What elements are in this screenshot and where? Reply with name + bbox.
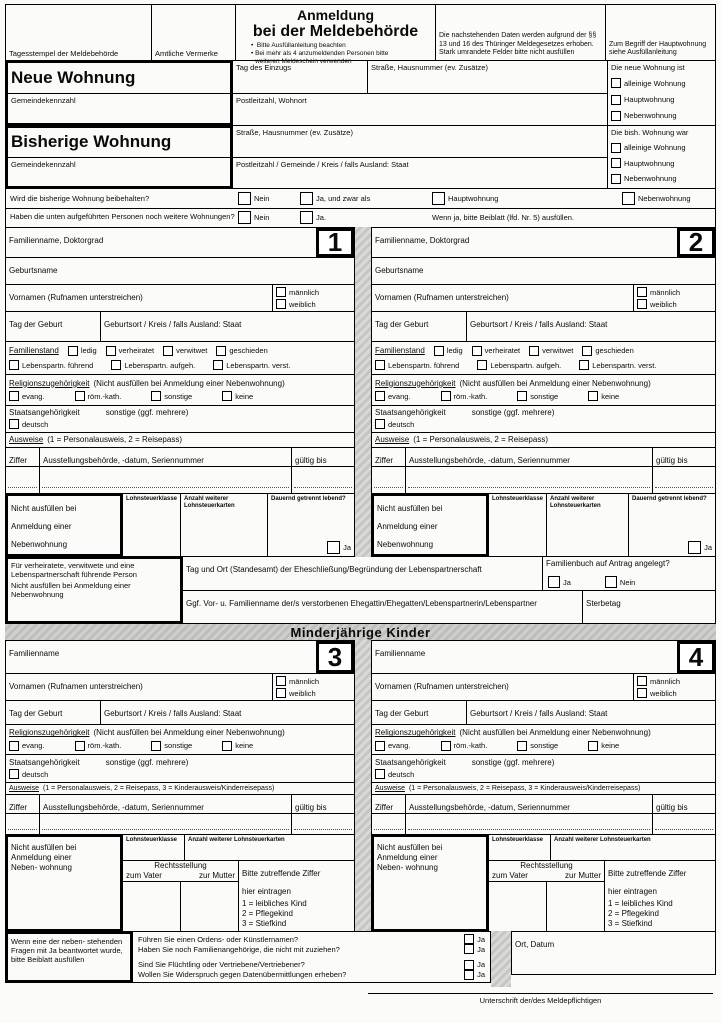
ausweise-entry-row[interactable]	[372, 467, 715, 494]
deutsch-checkbox[interactable]	[375, 769, 385, 779]
verheiratete-section	[5, 556, 716, 624]
hauptwohnung-note: Zum Begriff der Hauptwohnung siehe Ausfüllanleitung	[609, 40, 707, 57]
ausweise-note: (1 = Personalausweis, 2 = Reisepass)	[47, 435, 182, 444]
neue-status-label: Die neue Wohnung ist	[611, 63, 685, 72]
kind-vornamen-field[interactable]: Vornamen (Rufnamen unterstreichen)	[375, 682, 509, 691]
evang-checkbox[interactable]	[9, 741, 19, 751]
person-1-column	[5, 227, 355, 557]
lebenspartn-verst-checkbox[interactable]	[579, 360, 589, 370]
ziffer-hint-block: Bitte zutreffende Ziffer hier eintragen 1 = leibliches Kind 2 = Pflegekind 3 = Stiefkind	[242, 869, 321, 928]
einzugstag-field[interactable]	[233, 61, 368, 93]
familienbuch-nein-checkbox[interactable]	[605, 576, 617, 588]
frage-kuenstlername-row: Führen Sie einen Ordens- oder Künstlernamen? Ja	[138, 934, 485, 944]
child-3-column	[5, 640, 355, 932]
neue-wohnung-status-panel	[607, 61, 715, 125]
frage-beibehalten-label: Wird die bisherige Wohnung beibehalten?	[10, 193, 150, 203]
bisher-plz-field[interactable]	[233, 158, 607, 188]
geburtsname-field[interactable]: Geburtsname	[375, 266, 424, 275]
keine-religion-checkbox[interactable]	[222, 741, 232, 751]
ausweise-table-header: Ziffer Ausstellungsbehörde, -datum, Seriennummer gültig bis	[372, 448, 715, 467]
geburtsname-label: Geburtsname	[9, 266, 58, 275]
keine-religion-checkbox[interactable]	[588, 391, 598, 401]
instruction-bullet-1: • Bitte Ausfüllanleitung beachten	[251, 42, 346, 49]
beiblatt-note-box	[5, 931, 133, 983]
lohnsteuerklasse-field[interactable]: Lohnsteuerklasse	[489, 835, 551, 860]
kind-geburtsort-field[interactable]: Geburtsort / Kreis / falls Ausland: Staat	[104, 709, 242, 718]
neue-wohnung-title: Neue Wohnung	[11, 67, 136, 87]
deutsch-checkbox[interactable]	[9, 419, 19, 429]
lebenspartn-aufgeh-checkbox[interactable]	[477, 360, 487, 370]
form-title-line1: Anmeldung	[297, 7, 374, 23]
weitere-nein-label: Nein	[254, 213, 270, 223]
lohnsteuerkarten-field[interactable]: Anzahl weiterer Lohnsteuerkarten	[188, 837, 285, 843]
nicht-ausfuellen-box: Nicht ausfüllen bei Anmeldung einer Nebenwohnung	[371, 493, 489, 557]
behoerde-entry-cell[interactable]	[406, 467, 653, 493]
vornamen-label: Vornamen (Rufnamen unterstreichen)	[9, 293, 143, 303]
ledig-checkbox[interactable]	[68, 346, 78, 356]
bisher-neben-checkbox[interactable]	[611, 174, 621, 184]
legal-note-block	[436, 5, 606, 60]
roem-kath-checkbox[interactable]	[441, 741, 451, 751]
ausweise-label: Ausweise	[9, 435, 44, 444]
ziffer-entry-cell[interactable]	[6, 814, 40, 834]
geburtstag-field[interactable]: Tag der Geburt	[372, 312, 467, 341]
maennlich-checkbox[interactable]	[637, 676, 647, 686]
divider-strip	[355, 640, 371, 932]
roem-kath-checkbox[interactable]	[441, 391, 451, 401]
neue-wohnung-fields	[233, 61, 607, 125]
geburtsort-field[interactable]: Geburtsort / Kreis / falls Ausland: Staat	[470, 320, 608, 330]
verheiratet-checkbox[interactable]	[472, 346, 482, 356]
widerspruch-ja-checkbox[interactable]	[464, 970, 474, 980]
beibehalten-ja-label: Ja, und zwar als	[316, 193, 371, 203]
sonstige-religion-checkbox[interactable]	[151, 741, 161, 751]
alleinige-wohnung-label: alleinige Wohnung	[624, 78, 686, 88]
instruction-bullet-2: • Bei mehr als 4 anzumeldenden Personen bitte weiteren Meldeschein verwenden	[251, 50, 389, 66]
frage-widerspruch-row: Wollen Sie Widerspruch gegen Datenübermittlungen erheben? Ja	[138, 970, 485, 980]
behoerde-entry-cell[interactable]	[406, 814, 653, 834]
lohnsteuerklasse-field[interactable]: Lohnsteuerklasse	[123, 835, 185, 860]
kuenstlername-ja-checkbox[interactable]	[464, 934, 474, 944]
form-title-line2: bei der Meldebehörde	[252, 23, 419, 40]
keine-religion-checkbox[interactable]	[222, 391, 232, 401]
ausweise-entry-row[interactable]	[372, 814, 715, 835]
lebenspartn-verst-checkbox[interactable]	[213, 360, 223, 370]
verwitwet-checkbox[interactable]	[529, 346, 539, 356]
evang-checkbox[interactable]	[375, 741, 385, 751]
gueltig-entry-cell[interactable]	[653, 814, 715, 834]
neue-wohnung-title-cell	[8, 63, 230, 94]
nebenwohnung-label: Nebenwohnung	[624, 111, 677, 121]
weiblich-checkbox[interactable]	[637, 688, 647, 698]
kind-geburtstag-field[interactable]: Tag der Geburt	[6, 701, 101, 724]
religion-note: (Nicht ausfüllen bei Anmeldung einer Nebenwohnung)	[93, 378, 285, 388]
frage-fluechtling-row: Sind Sie Flüchtling oder Vertriebene/Vertriebener? Ja	[138, 960, 485, 970]
behoerde-header: Ausstellungsbehörde, -datum, Seriennummer	[40, 448, 292, 466]
form-header	[5, 4, 716, 66]
kind-steuer-row	[6, 835, 354, 931]
familienname-field[interactable]: Familienname, Doktorgrad	[375, 236, 470, 245]
lebenspartn-fuehrend-checkbox[interactable]	[9, 360, 19, 370]
weiblich-checkbox[interactable]	[276, 688, 286, 698]
nicht-ausfuellen-box: Nicht ausfüllen bei Anmeldung einer Neben- wohnung	[371, 834, 489, 932]
roem-kath-checkbox[interactable]	[75, 741, 85, 751]
bisher-haupt-checkbox[interactable]	[611, 158, 621, 168]
wohnung-fragen-section	[5, 188, 716, 228]
religion-label: Religionszugehörigkeit	[9, 378, 90, 388]
maennlich-checkbox[interactable]	[276, 287, 286, 297]
maennlich-label: männlich	[289, 287, 320, 297]
evang-checkbox[interactable]	[9, 391, 19, 401]
ausweise-header-row: Ausweise (1 = Personalausweis, 2 = Reisepass, 3 = Kinderausweis/Kinderreisepass)	[372, 783, 715, 795]
neue-plz-label: Postleitzahl, Wohnort	[236, 96, 307, 105]
verheiratet-checkbox[interactable]	[106, 346, 116, 356]
official-notes-area	[152, 5, 236, 60]
ausweise-header-row: Ausweise (1 = Personalausweis, 2 = Reisepass, 3 = Kinderausweis/Kinderreisepass)	[6, 783, 354, 795]
legal-note-1: Die nachstehenden Daten werden aufgrund der §§ 13 und 16 des Thüringer Meldegesetzes erhoben.	[439, 31, 597, 48]
hauptwohnung-label: Hauptwohnung	[624, 95, 675, 105]
rechtsstellung-vater-field[interactable]	[123, 882, 181, 931]
deutsch-checkbox[interactable]	[9, 769, 19, 779]
sterbetag-field[interactable]	[583, 591, 715, 623]
person-number-box: 2	[677, 228, 715, 257]
ziffer-entry-cell[interactable]	[372, 467, 406, 493]
frage-weitere-label: Haben die unten aufgeführten Personen noch weitere Wohnungen?	[10, 212, 235, 222]
nebenwohnung-checkbox[interactable]	[611, 111, 621, 121]
rechtsstellung-block: Rechtsstellung zum Vater zur Mutter	[123, 861, 239, 931]
bisherige-wohnung-title: Bisherige Wohnung	[11, 132, 172, 152]
steuer-row	[6, 494, 354, 556]
hauptwohnung-note-block	[606, 5, 715, 60]
bisherige-wohnung-title-cell	[8, 128, 230, 158]
geschlecht-box: männlich weiblich	[272, 674, 354, 700]
person-2-column	[371, 227, 716, 557]
religion-row: Religionszugehörigkeit (Nicht ausfüllen bei Anmeldung einer Nebenwohnung) evang. röm.-kath. sonstige keine	[372, 725, 715, 755]
verheiratete-note-1: Für verheiratete, verwitwete und eine Lebenspartnerschaft führende Person	[11, 561, 137, 579]
signature-line[interactable]	[368, 993, 713, 994]
ausweise-table-header	[6, 448, 354, 467]
evang-checkbox[interactable]	[375, 391, 385, 401]
sterbetag-label: Sterbetag	[586, 599, 621, 608]
neue-alleinige-checkbox-row	[611, 78, 712, 88]
geburtstag-label: Tag der Geburt	[9, 320, 63, 330]
staat-label: Staatsangehörigkeit	[9, 408, 80, 418]
lohnsteuerkarten-field[interactable]: Anzahl weiterer Lohnsteuerkarten	[547, 494, 629, 556]
maennlich-checkbox[interactable]	[276, 676, 286, 686]
bisher-neben-label: Nebenwohnung	[624, 174, 677, 184]
bisherige-wohnung-box	[5, 125, 233, 189]
familienbuch-label: Familienbuch auf Antrag angelegt?	[546, 559, 670, 568]
rechtsstellung-vater-field[interactable]	[489, 882, 547, 931]
hauptwohnung-checkbox[interactable]	[611, 95, 621, 105]
verheiratete-note-box	[5, 556, 183, 624]
gemeindekennzahl-field[interactable]	[8, 94, 230, 124]
beibehalten-haupt-label: Hauptwohnung	[448, 193, 499, 203]
geschlecht-box: männlich weiblich	[633, 674, 715, 700]
nicht-ausfuellen-box: Nicht ausfüllen bei Anmeldung einer Nebenwohnung	[5, 493, 123, 557]
staat-sonstige-label: sonstige (ggf. mehrere)	[105, 408, 189, 418]
gueltig-entry-cell[interactable]	[292, 814, 354, 834]
beibehalten-haupt-checkbox[interactable]	[432, 192, 445, 205]
kind-familienname-field[interactable]: Familienname	[375, 649, 426, 658]
geburtsname-field[interactable]	[6, 258, 354, 284]
staatsangehoerigkeit-row	[6, 406, 354, 434]
religion-row: Religionszugehörigkeit (Nicht ausfüllen bei Anmeldung einer Nebenwohnung) evang. röm.-kath. sonstige keine	[6, 375, 354, 405]
religion-row: Religionszugehörigkeit (Nicht ausfüllen bei Anmeldung einer Nebenwohnung) evang. röm.-kath. sonstige keine	[6, 725, 354, 755]
familienstand-row: Familienstand ledig verheiratet verwitwet geschieden Lebenspartn. führend Lebenspartn. aufgeh. Lebenspartn. verst.	[372, 342, 715, 376]
nicht-ausfuellen-box: Nicht ausfüllen bei Anmeldung einer Neben- wohnung	[5, 834, 123, 932]
official-notes-label: Amtliche Vermerke	[155, 49, 218, 58]
kind-vornamen-field[interactable]: Vornamen (Rufnamen unterstreichen)	[9, 682, 143, 691]
familienangehoerige-ja-checkbox[interactable]	[464, 944, 474, 954]
ledig-checkbox[interactable]	[434, 346, 444, 356]
geschieden-checkbox[interactable]	[582, 346, 592, 356]
gemeindekennzahl-label: Gemeindekennzahl	[11, 95, 76, 105]
familienname-field[interactable]	[6, 228, 316, 257]
keine-religion-checkbox[interactable]	[588, 741, 598, 751]
ausweise-table-header: Ziffer Ausstellungsbehörde, -datum, Seriennummer gültig bis	[6, 795, 354, 814]
alleinige-wohnung-checkbox[interactable]	[611, 78, 621, 88]
bisher-gemeindekennzahl-field[interactable]	[8, 158, 230, 187]
weitere-ja-label: Ja.	[316, 213, 327, 223]
religion-row: Religionszugehörigkeit (Nicht ausfüllen bei Anmeldung einer Nebenwohnung) evang. röm.-kath. sonstige keine	[372, 375, 715, 405]
ausweise-table-header: Ziffer Ausstellungsbehörde, -datum, Seriennummer gültig bis	[372, 795, 715, 814]
behoerde-entry-cell[interactable]	[40, 814, 292, 834]
kinder-title-band	[5, 623, 716, 641]
neue-haupt-checkbox-row	[611, 95, 712, 105]
zusatzfragen-box	[133, 931, 491, 983]
children-area	[5, 640, 716, 932]
geburtsort-label: Geburtsort / Kreis / falls Ausland: Staat	[104, 320, 242, 330]
maennlich-checkbox[interactable]	[637, 287, 647, 297]
familienbuch-field: Familienbuch auf Antrag angelegt? Ja Nein	[543, 557, 715, 590]
bisher-plz-label: Postleitzahl / Gemeinde / Kreis / falls Ausland: Staat	[236, 160, 409, 169]
geschlecht-box: männlich weiblich	[633, 285, 715, 311]
sonstige-religion-checkbox[interactable]	[151, 391, 161, 401]
bisher-alleinige-label: alleinige Wohnung	[624, 143, 686, 153]
frage-familienangehoerige-row: Haben Sie noch Familienangehörige, die nicht mit zuziehen? Ja	[138, 944, 485, 954]
neue-strasse-label: Straße, Hausnummer (ev. Zusätze)	[371, 63, 488, 72]
ziffer-entry-cell[interactable]	[372, 814, 406, 834]
fluechtling-ja-checkbox[interactable]	[464, 960, 474, 970]
verstorbene-field[interactable]	[183, 591, 583, 623]
rechtsstellung-mutter-field[interactable]	[181, 882, 238, 931]
neue-strasse-field[interactable]	[368, 61, 607, 93]
lohnsteuerkarten-field[interactable]: Anzahl weiterer Lohnsteuerkarten	[181, 494, 268, 556]
stamp-area	[6, 5, 152, 60]
ausweise-header-row: Ausweise (1 = Personalausweis, 2 = Reisepass)	[372, 433, 715, 448]
sonstige-religion-checkbox[interactable]	[517, 391, 527, 401]
bisher-alleinige-checkbox[interactable]	[611, 143, 621, 153]
zum-vater-label: zum Vater	[126, 871, 162, 880]
neue-neben-checkbox-row	[611, 111, 712, 121]
einzugstag-label: Tag des Einzugs	[236, 63, 292, 72]
beibehalten-nein-checkbox[interactable]	[238, 192, 251, 205]
ausweise-entry-row[interactable]	[6, 467, 354, 494]
bisher-status-label: Die bish. Wohnung war	[611, 128, 689, 137]
geburtsort-field[interactable]	[101, 312, 354, 341]
geschlecht-box	[272, 285, 354, 311]
ziffer-hint-block: Bitte zutreffende Ziffer hier eintragen 1 = leibliches Kind 2 = Pflegekind 3 = Stiefkind	[608, 869, 687, 928]
rechtsstellung-block: Rechtsstellung zum Vater zur Mutter	[489, 861, 605, 931]
beibehalten-ja-checkbox[interactable]	[300, 192, 313, 205]
weiblich-label: weiblich	[289, 299, 316, 309]
kind-geburtsort-field[interactable]: Geburtsort / Kreis / falls Ausland: Staat	[470, 709, 608, 718]
ausweise-entry-row[interactable]	[6, 814, 354, 835]
bisher-strasse-label: Straße, Hausnummer (ev. Zusätze)	[236, 128, 353, 137]
familienbuch-ja-checkbox[interactable]	[548, 576, 560, 588]
rechtsstellung-mutter-field[interactable]	[547, 882, 604, 931]
beiblatt-note: Wenn eine der neben- stehenden Fragen mit Ja beantwortet wurde, bitte Beiblatt ausfüllen	[11, 937, 123, 964]
verstorbene-label: Ggf. Vor- u. Familienname der/s verstorbenen Ehegattin/Ehegatten/Lebenspartnerin/Lebenspartner	[186, 599, 537, 608]
bottom-section	[5, 931, 716, 983]
eheschliessung-label: Tag und Ort (Standesamt) der Eheschließung/Begründung der Lebenspartnerschaft	[186, 565, 482, 574]
vornamen-field[interactable]: Vornamen (Rufnamen unterstreichen)	[375, 293, 509, 303]
verheiratete-note-2: Nicht ausfüllen bei Anmeldung einer Nebenwohnung	[11, 581, 131, 599]
staatsangehoerigkeit-row: Staatsangehörigkeit sonstige (ggf. mehrere) deutsch	[6, 755, 354, 783]
neue-plz-field[interactable]	[233, 94, 607, 125]
frage-weitere-wohnungen-row	[6, 209, 715, 228]
roem-kath-checkbox[interactable]	[75, 391, 85, 401]
verheiratete-fields	[183, 557, 715, 623]
familienstand-row: Familienstand ledig verheiratet verwitwet geschieden Lebenspartn. führend Lebenspartn. aufgeh. Lebenspartn. verst.	[6, 342, 354, 376]
bisherige-wohnung-section	[5, 125, 716, 189]
ziffer-entry-cell[interactable]	[6, 467, 40, 493]
geburtstag-field[interactable]	[6, 312, 101, 341]
ausweise-header-row	[6, 433, 354, 448]
sonstige-religion-checkbox[interactable]	[517, 741, 527, 751]
form-title-block	[236, 5, 436, 66]
adults-area	[5, 227, 716, 557]
lebenspartn-fuehrend-checkbox[interactable]	[375, 360, 385, 370]
weiblich-checkbox[interactable]	[637, 299, 647, 309]
gueltig-header: gültig bis	[295, 455, 327, 465]
beibehalten-neben-checkbox[interactable]	[622, 192, 635, 205]
lohnsteuerklasse-field[interactable]: Lohnsteuerklasse	[123, 494, 181, 556]
getrennt-lebend-field: Dauernd getrennt lebend? Ja	[632, 496, 712, 552]
person-number-box: 4	[677, 641, 715, 673]
person-number-box: 3	[316, 641, 354, 673]
bisher-strasse-field[interactable]	[233, 126, 607, 158]
beibehalten-neben-label: Nebenwohnung	[638, 193, 691, 203]
getrennt-ja-checkbox[interactable]	[688, 541, 701, 554]
weitere-nein-checkbox[interactable]	[238, 211, 251, 224]
signature-label: Unterschrift der/des Meldepflichtigen	[479, 996, 602, 1005]
bisher-haupt-label: Hauptwohnung	[624, 158, 675, 168]
weiblich-checkbox[interactable]	[276, 299, 286, 309]
weitere-hint: Wenn ja, bitte Beiblatt (lfd. Nr. 5) ausfüllen.	[432, 213, 575, 223]
frage-beibehalten-row	[6, 189, 715, 209]
steuer-row	[372, 494, 715, 556]
kind-geburtstag-field[interactable]: Tag der Geburt	[372, 701, 467, 724]
vornamen-field[interactable]	[6, 285, 272, 311]
familienstand-label: Familienstand	[9, 345, 59, 355]
bisherige-wohnung-fields	[233, 126, 607, 188]
beibehalten-nein-label: Nein	[254, 193, 270, 203]
child-4-column	[371, 640, 716, 932]
weitere-ja-checkbox[interactable]	[300, 211, 313, 224]
legal-note-2: Stark umrandete Felder bitte nicht ausfüllen	[439, 49, 575, 57]
zur-mutter-label: zur Mutter	[198, 871, 235, 880]
staatsangehoerigkeit-row: Staatsangehörigkeit sonstige (ggf. mehrere) deutsch	[372, 406, 715, 434]
bisherige-wohnung-status-panel	[607, 126, 715, 188]
divider-strip	[491, 931, 511, 987]
ort-datum-field[interactable]	[511, 931, 716, 975]
gueltig-entry-cell[interactable]	[292, 467, 354, 493]
kind-steuer-row	[372, 835, 715, 931]
deutsch-label: deutsch	[22, 419, 49, 429]
divider-strip	[355, 227, 371, 557]
ort-datum-label: Ort, Datum	[515, 940, 555, 949]
lebenspartn-aufgeh-checkbox[interactable]	[111, 360, 121, 370]
verwitwet-checkbox[interactable]	[163, 346, 173, 356]
stamp-label: Tagesstempel der Meldebehörde	[9, 49, 119, 58]
lohnsteuerkarten-field[interactable]: Anzahl weiterer Lohnsteuerkarten	[554, 837, 651, 843]
gueltig-entry-cell[interactable]	[653, 467, 715, 493]
person-number-box: 1	[316, 228, 354, 257]
geschieden-checkbox[interactable]	[216, 346, 226, 356]
getrennt-lebend-field: Dauernd getrennt lebend? Ja	[271, 496, 351, 552]
getrennt-ja-checkbox[interactable]	[327, 541, 340, 554]
behoerde-entry-cell[interactable]	[40, 467, 292, 493]
deutsch-checkbox[interactable]	[375, 419, 385, 429]
kind-familienname-field[interactable]: Familienname	[9, 649, 60, 658]
eheschliessung-field[interactable]	[183, 557, 543, 590]
neue-wohnung-section	[5, 60, 716, 126]
lohnsteuerklasse-field[interactable]: Lohnsteuerklasse	[489, 494, 547, 556]
staatsangehoerigkeit-row: Staatsangehörigkeit sonstige (ggf. mehrere) deutsch	[372, 755, 715, 783]
bisher-gemeindekennzahl-label: Gemeindekennzahl	[11, 159, 76, 169]
ziffer-header: Ziffer	[6, 448, 40, 466]
kinder-title: Minderjährige Kinder	[290, 625, 431, 640]
familienname-label: Familienname, Doktorgrad	[9, 236, 104, 245]
neue-wohnung-box	[5, 60, 233, 126]
